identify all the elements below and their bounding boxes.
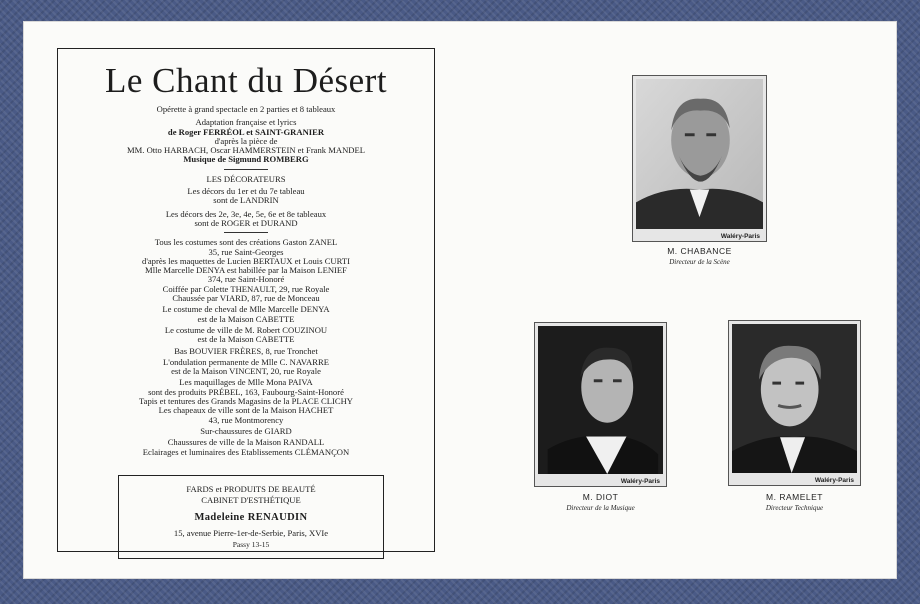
credit-line: d'après la pièce de [214,135,278,146]
ad-address: 15, avenue Pierre-1er-de-Serbie, Paris, XVIe [173,528,329,538]
credit-line: Le costume de cheval de Mlle Marcelle DENYA [162,304,330,315]
program-title: Le Chant du Désert [104,61,388,100]
decor-line: sont de ROGER et DURAND [194,217,298,228]
credit-line: est de la Maison CABETTE [197,334,295,345]
credit-line: Le costume de ville de M. Robert COUZINOU [164,324,328,335]
advertisement-box [118,475,384,559]
credit-line: de Roger FERRÉOL et SAINT-GRANIER [167,126,325,137]
credit-line: 43, rue Montmorency [208,414,284,425]
credit-line: 35, rue Saint-Georges [208,246,284,257]
portrait-caption [524,492,677,512]
photo-credit: Waléry-Paris [814,477,854,484]
credit-line: Musique de Sigmund ROMBERG [183,154,309,165]
divider [224,232,268,233]
portrait-name: M. CHABANCE [667,246,732,256]
credit-line: 374, rue Saint-Honoré [207,274,285,285]
portrait-image [538,326,663,474]
credit-line: Chaussée par VIARD, 87, rue de Monceau [172,293,320,304]
credit-line: sont des produits PRÉBEL, 163, Faubourg-Saint-Honoré [148,386,344,397]
credit-line: est de la Maison CABETTE [197,313,295,324]
credit-line: Les chapeaux de ville sont de la Maison HACHET [158,405,334,416]
photo-credit: Waléry-Paris [720,233,760,240]
divider [224,169,268,170]
credit-line: Sur-chaussures de GIARD [200,425,292,436]
portrait-role: Directeur de la Musique [566,504,635,512]
portrait-photo [728,320,861,486]
portrait-image [732,324,857,473]
portrait-caption [622,246,777,266]
credit-line: Opérette à grand spectacle en 2 parties et 8 tableaux [156,104,336,114]
credit-line: MM. Otto HARBACH, Oscar HAMMERSTEIN et Frank MANDEL [127,145,365,156]
credit-line: Les maquillages de Mlle Mona PAIVA [179,377,313,388]
credit-line: Bas BOUVIER FRÈRES, 8, rue Tronchet [174,345,318,356]
portrait-name: M. DIOT [582,492,619,502]
credit-line: Tous les costumes sont des créations Gaston ZANEL [154,237,338,248]
decor-line: sont de LANDRIN [213,195,279,206]
credit-line: Adaptation française et lyrics [195,117,297,128]
portrait-caption [718,492,871,512]
credit-line: Tapis et tentures des Grands Magasins de la PLACE CLICHY [139,396,353,407]
portrait-role: Directeur Technique [765,504,824,512]
credit-line: L'ondulation permanente de Mlle C. NAVARRE [163,356,329,367]
decor-heading: LES DÉCORATEURS [206,173,286,184]
portrait-photo [632,75,767,242]
credit-line: d'après les maquettes de Lucien BERTAUX et Louis CURTI [142,255,350,266]
photo-credit: Waléry-Paris [620,478,660,485]
credit-line: est de la Maison VINCENT, 20, rue Royale [171,366,321,377]
ad-name: Madeleine RENAUDIN [194,512,308,523]
program-spread [24,22,896,578]
portrait-photo [534,322,667,487]
ad-phone: Passy 13-15 [232,540,270,549]
ad-line: CABINET D'ESTHÉTIQUE [201,495,301,505]
decor-line: Les décors du 1er et du 7e tableau [187,186,305,197]
ad-line: FARDS et PRODUITS DE BEAUTÉ [186,484,316,494]
portrait-image [636,79,763,229]
credit-line: Coiffée par Colette THENAULT, 29, rue Royale [162,283,330,294]
credit-line: Mlle Marcelle DENYA est habillée par la Maison LENIEF [145,265,347,276]
decor-line: Les décors des 2e, 3e, 4e, 5e, 6e et 8e tableaux [165,208,327,219]
program-credits-panel [57,48,435,552]
portrait-role: Directeur de la Scène [669,258,730,266]
credit-line: Eclairages et luminaires des Etablissements CLÉMANÇON [142,446,350,457]
credit-line: Chaussures de ville de la Maison RANDALL [167,437,325,448]
portrait-name: M. RAMELET [766,492,823,502]
